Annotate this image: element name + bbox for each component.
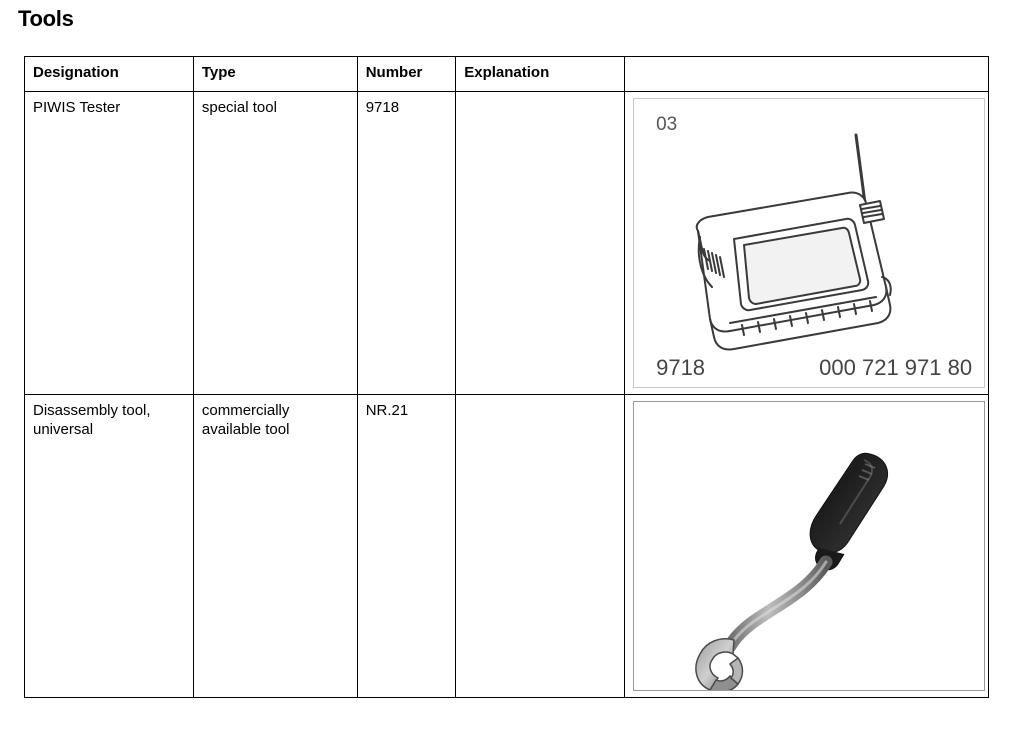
tools-table xyxy=(24,56,989,698)
column-header-image xyxy=(625,57,989,92)
disassembly-tool-drawing xyxy=(634,402,985,691)
table-row xyxy=(25,395,989,698)
piwis-tester-drawing xyxy=(634,127,985,357)
piwis-tester-illustration xyxy=(633,98,985,388)
cell-designation: PIWIS Tester xyxy=(25,92,194,395)
cell-type: commercially available tool xyxy=(193,395,357,698)
column-header-explanation: Explanation xyxy=(456,57,625,92)
cell-designation: Disassembly tool, universal xyxy=(25,395,194,698)
disassembly-tool-photo xyxy=(633,401,985,691)
cell-image xyxy=(625,395,989,698)
cell-number: 9718 xyxy=(357,92,456,395)
cell-number: NR.21 xyxy=(357,395,456,698)
column-header-designation: Designation xyxy=(25,57,194,92)
cell-explanation xyxy=(456,395,625,698)
column-header-number: Number xyxy=(357,57,456,92)
column-header-type: Type xyxy=(193,57,357,92)
page-title: Tools xyxy=(18,6,74,31)
cell-image xyxy=(625,92,989,395)
figure-code-left: 9718 xyxy=(656,355,706,380)
table-header-row xyxy=(25,57,989,92)
figure-corner-label: 03 xyxy=(656,114,678,135)
cell-type: special tool xyxy=(193,92,357,395)
figure-code-right: 000 721 971 80 xyxy=(819,355,973,380)
table-row xyxy=(25,92,989,395)
cell-explanation xyxy=(456,92,625,395)
